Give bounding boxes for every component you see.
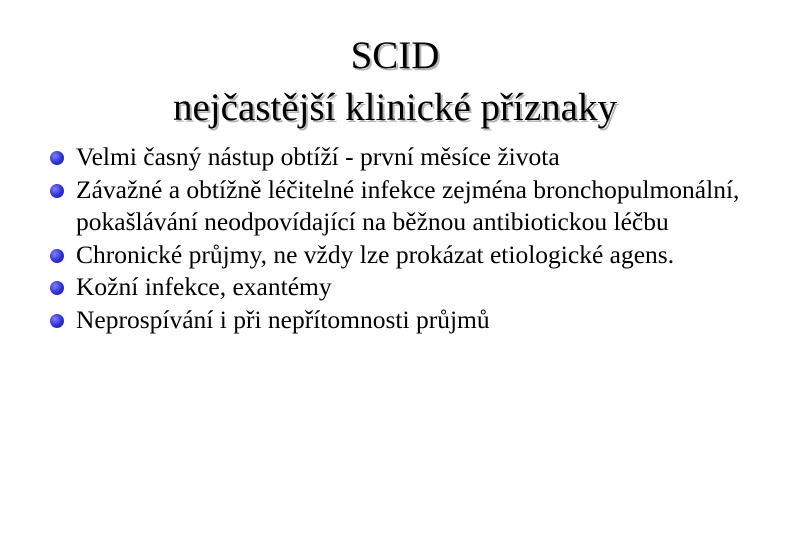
bullet-text: Kožní infekce, exantémy <box>76 272 332 301</box>
bullet-dot-icon <box>50 184 64 198</box>
bullet-text: Závažné a obtížně léčitelné infekce zejména bronchopulmonální, pokašlávání neodpovídající na běžnou antibiotickou léčbu <box>76 174 740 236</box>
bullet-dot-icon <box>50 314 64 328</box>
bullet-list <box>48 141 768 336</box>
bullet-item <box>48 141 768 174</box>
bullet-text: Neprospívání i při nepřítomnosti průjmů <box>76 304 490 334</box>
bullet-dot-icon <box>50 151 64 165</box>
bullet-item <box>48 239 768 272</box>
bullet-dot-icon <box>50 249 64 263</box>
bullet-item <box>48 174 768 239</box>
bullet-text: Velmi časný nástup obtíží - první měsíce života <box>76 142 560 171</box>
bullet-item <box>48 304 768 337</box>
title-line-2: nejčastější klinické příznaky <box>172 86 617 129</box>
bullet-dot-icon <box>50 281 64 295</box>
title-line-1: SCID <box>350 34 440 77</box>
bullet-text: Chronické průjmy, ne vždy lze prokázat etiologické agens. <box>76 239 675 269</box>
slide-title <box>0 30 790 134</box>
bullet-item <box>48 271 768 304</box>
